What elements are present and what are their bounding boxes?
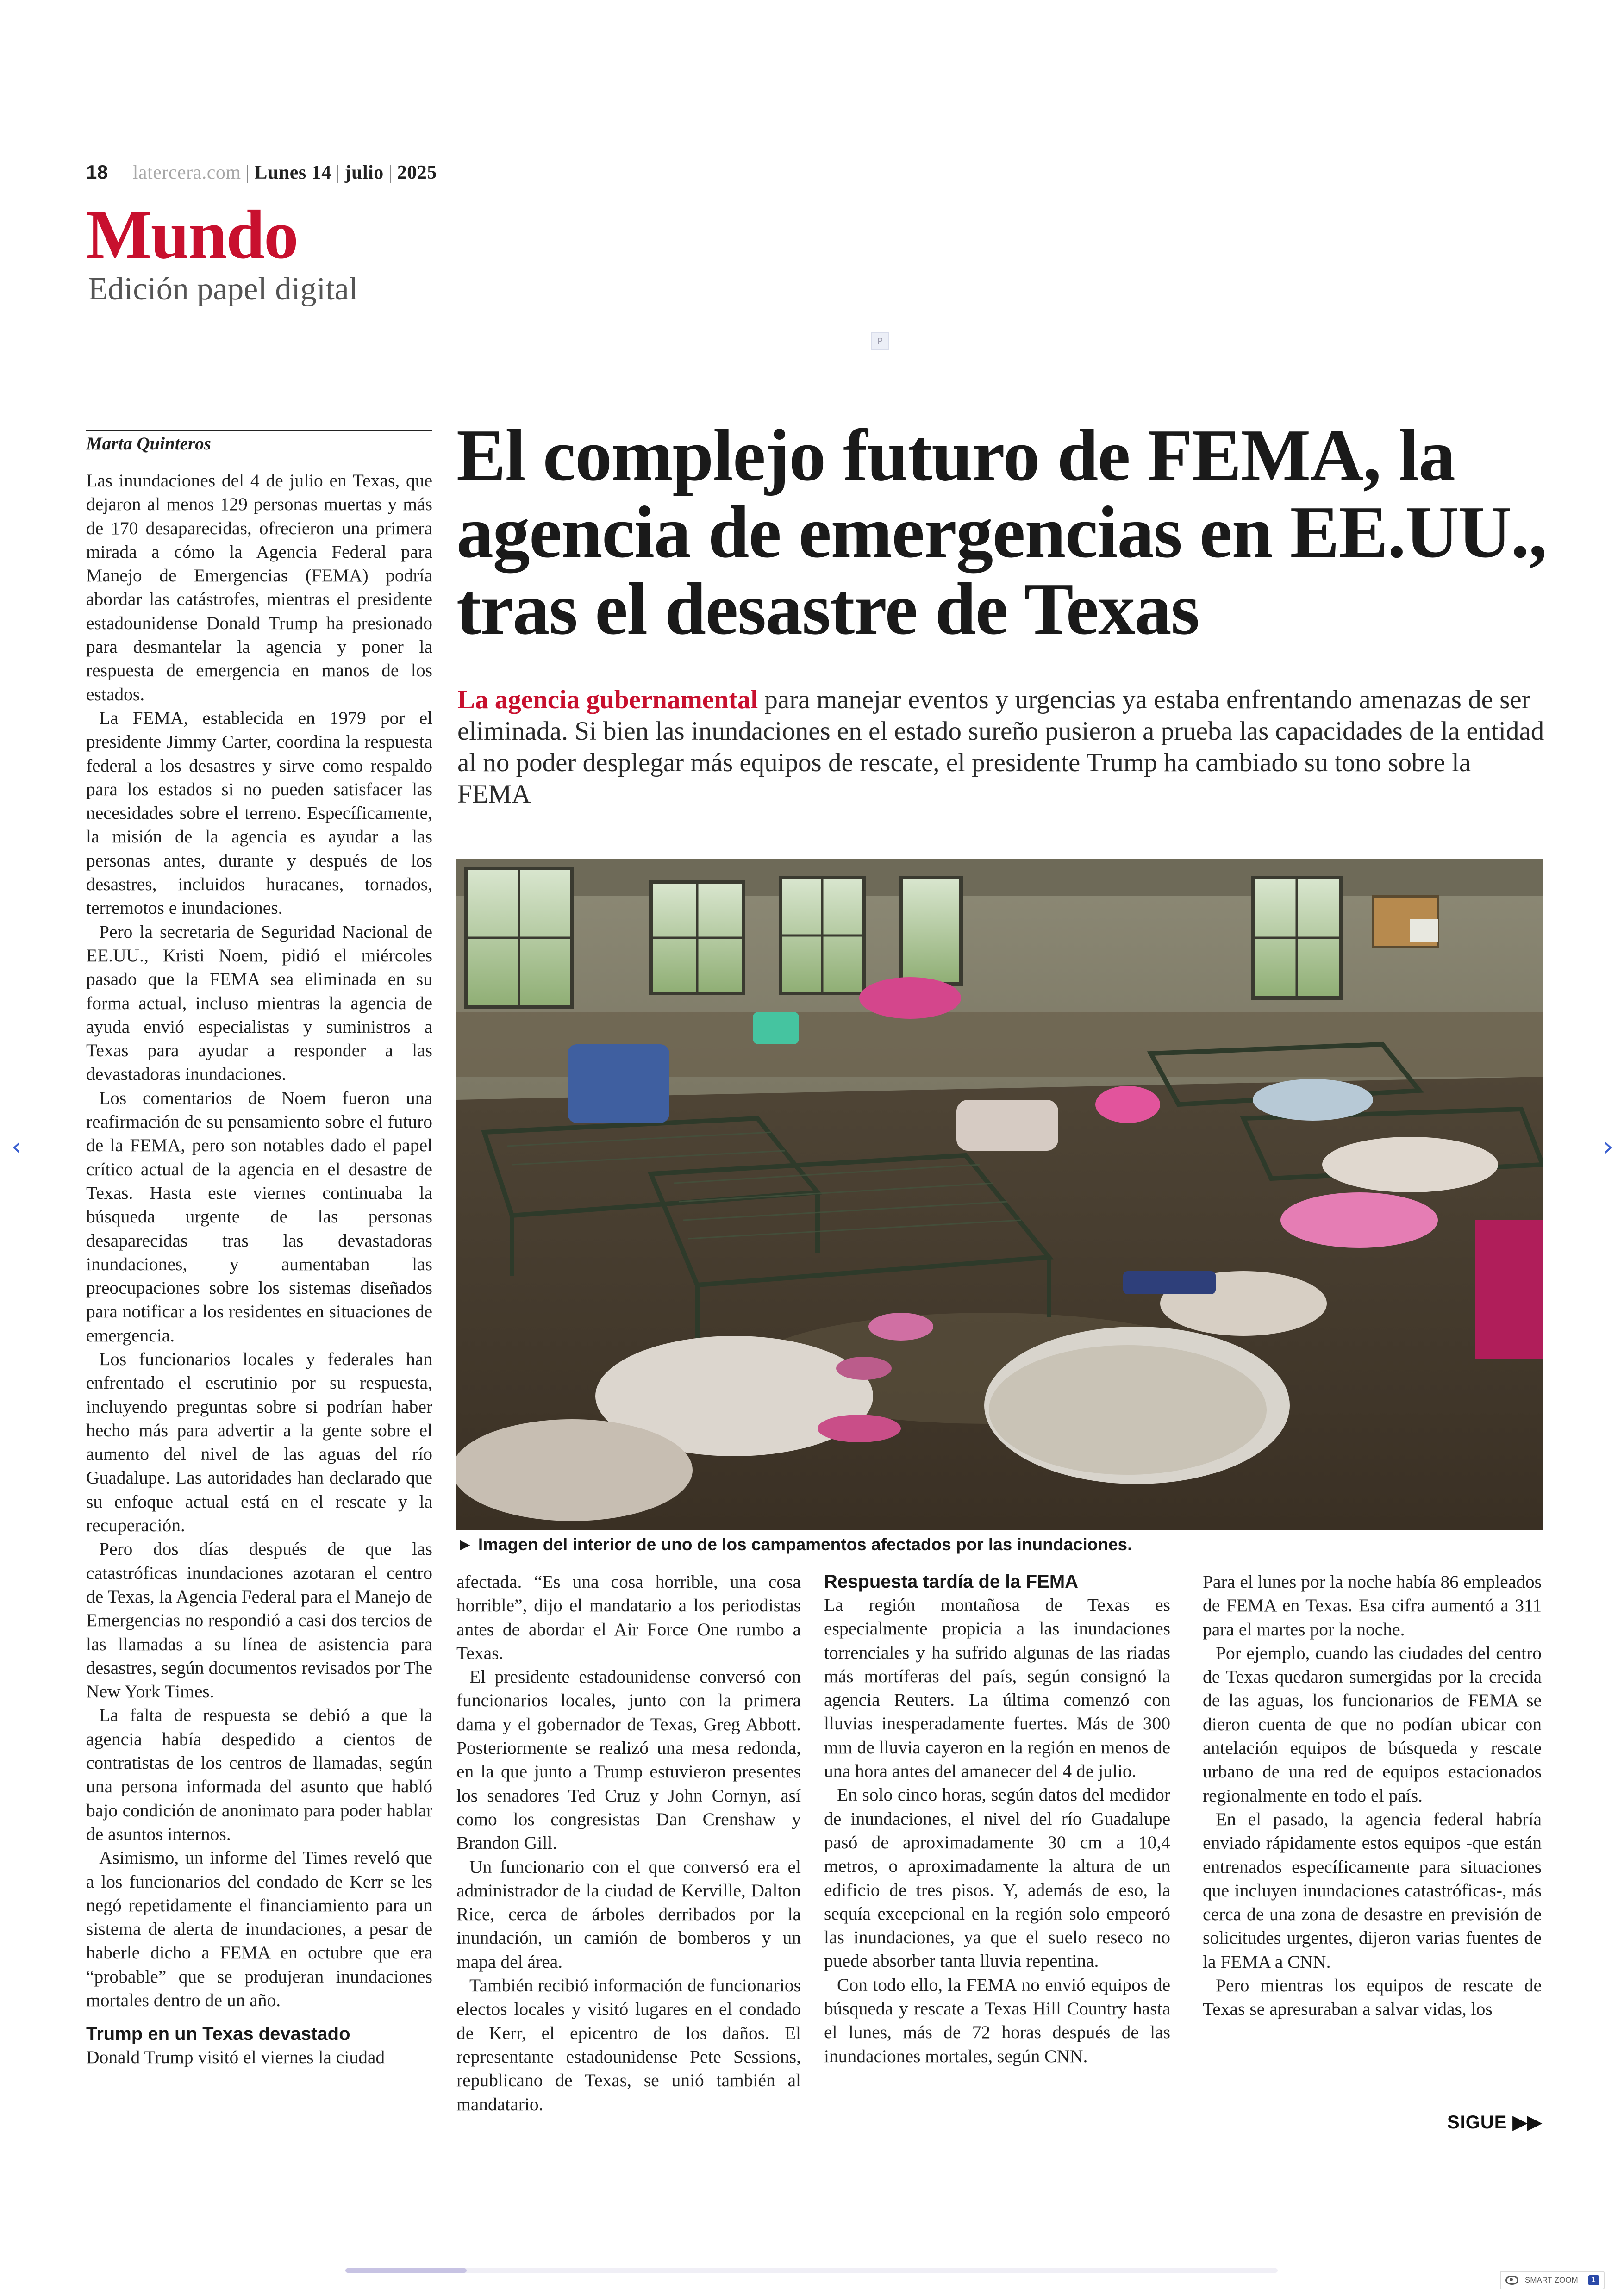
previous-page-icon[interactable]: ‹ [11, 1132, 22, 1162]
page-scrollbar[interactable] [345, 2268, 1278, 2273]
issue-day: Lunes 14 [254, 162, 331, 183]
subheading: Trump en un Texas devastado [86, 2024, 350, 2045]
issue-year: 2025 [397, 162, 437, 183]
paragraph: Un funcionario con el que conversó era el administrador de la ciudad de Kerville, Dalton Rice, cerca de árboles derribados por la inundación, un camión de bomberos y un mapa del área. [456, 1856, 801, 1972]
photo-caption: ► Imagen del interior de uno de los campamentos afectados por las inundaciones. [456, 1535, 1132, 1554]
paragraph: La región montañosa de Texas es especialmente propicia a las inundaciones torrenciales y ha sufrido algunas de las riadas más mortíferas del país, según consignó la agencia Reuters. La última comenzó con lluvias inesperadamente fuertes. Más de 300 mm de lluvia cayeron en la región en menos de una hora antes del amanecer del 4 de julio. [824, 1595, 1170, 1782]
headline: El complejo futuro de FEMA, la agencia de emergencias en EE.UU., tras el desastre de Texas [456, 414, 1547, 650]
next-page-icon[interactable]: › [1603, 1132, 1614, 1162]
paragraph: Los comentarios de Noem fueron una reafirmación de su pensamiento sobre el futuro de la FEMA, pero son notables dado el papel crítico actual de la agencia en el desastre de Texas. Hasta este viernes continuaba la búsqueda urgente de las personas desaparecidas tras las devastadoras inundaciones, y aumentaban las preocupaciones sobre los sistemas diseñados para notificar a los residentes en situaciones de emergencia. [86, 1087, 432, 1346]
paragraph: En el pasado, la agencia federal habría enviado rápidamente estos equipos -que están entrenados específicamente para situaciones que incluyen inundaciones catastróficas-, más cerca de una zona de desastre en previsión de solicitudes urgentes, dijeron varias fuentes de la FEMA a CNN. [1203, 1809, 1542, 1972]
article-photo [456, 859, 1543, 1530]
paragraph: Asimismo, un informe del Times reveló que a los funcionarios del condado de Kerr se les negó repetidamente el financiamiento para un sistema de alerta de inundaciones, a pesar de haberle dicho a FEMA en octubre que era “probable” que se produjeran inundaciones mortales dentro de un año. [86, 1847, 432, 2010]
article-column-3 [824, 1570, 1170, 2068]
continue-label: SIGUE ▶▶ [1447, 2112, 1543, 2133]
paragraph: afectada. “Es una cosa horrible, una cosa horrible”, dijo el mandatario a los periodistas antes de abordar el Air Force One rumbo a Texas. [456, 1572, 801, 1663]
eye-icon [1505, 2276, 1518, 2285]
deck-text: para manejar eventos y urgencias ya estaba enfrentando amenazas de ser eliminada. Si bien las inundaciones en el estado sureño pusieron a prueba las capacidades de la entidad al no poder desplegar más equipos de rescate, el presidente Trump ha cambiado su tono sobre la FEMA [457, 685, 1544, 809]
paragraph: Las inundaciones del 4 de julio en Texas, que dejaron al menos 129 personas muertas y más de 170 desaparecidas, ofrecieron una primera mirada a cómo la Agencia Federal para Manejo de Emergencias (FEMA) podría abordar las catástrofes, mientras el presidente estadounidense Donald Trump ha presionado para desmantelar la agencia y poner la respuesta de emergencia en manos de los estados. [86, 470, 432, 705]
paragraph: Pero la secretaria de Seguridad Nacional de EE.UU., Kristi Noem, pidió el miércoles pasado que la FEMA sea eliminada en su forma actual, incluso mientras la agencia de ayuda envió especialistas y suministros a Texas para ayudar a responder a las devastadoras inundaciones. [86, 921, 432, 1085]
byline-rule [86, 430, 432, 431]
page-number: 18 [86, 161, 108, 183]
article-column-1 [86, 469, 432, 2070]
byline: Marta Quinteros [86, 434, 211, 454]
article-column-2 [456, 1570, 801, 2116]
flooded-dormitory-image [456, 859, 1543, 1530]
paragraph: Por ejemplo, cuando las ciudades del centro de Texas quedaron sumergidas por la crecida de las aguas, los funcionarios de FEMA se dieron cuenta de que no podían ubicar con antelación equipos de búsqueda y rescate urbano de una red de equipos estacionados regionalmente en todo el país. [1203, 1642, 1542, 1806]
paragraph: También recibió información de funcionarios electos locales y visitó lugares en el condado de Kerr, el epicentro de los daños. El representante estadounidense Pete Sessions, republicano de Texas, se unió también al mandatario. [456, 1975, 801, 2114]
smart-zoom-badge: 1 [1588, 2275, 1599, 2285]
paragraph: La falta de respuesta se debió a que la agencia había despedido a cientos de contratistas de los centros de llamadas, según una persona informada del asunto que habló bajo condición de anonimato para poder hablar de asuntos internos. [86, 1705, 432, 1844]
edition-label: Edición papel digital [88, 271, 358, 307]
section-title: Mundo [86, 196, 298, 273]
page-folio: 18 latercera.com | Lunes 14 | julio | 2025 [86, 161, 437, 183]
deck-lead: La agencia gubernamental [457, 685, 758, 714]
scroll-thumb[interactable] [345, 2268, 467, 2273]
smart-zoom-label: SMART ZOOM [1525, 2276, 1578, 2284]
paragraph: Pero mientras los equipos de rescate de Texas se apresuraban a salvar vidas, los [1203, 1975, 1542, 2020]
page-anchor-icon[interactable]: P [871, 332, 889, 350]
paragraph: En solo cinco horas, según datos del medidor de inundaciones, el nivel del río Guadalupe pasó de aproximadamente 30 cm a 10,4 metros, o aproximadamente la altura de un edificio de tres pisos. Y, además de eso, la sequía excepcional en la región solo empeoró las inundaciones, ya que el suelo reseco no puede absorber tanta lluvia repentina. [824, 1784, 1170, 1971]
site-name: latercera.com [132, 162, 241, 183]
paragraph: Los funcionarios locales y federales han enfrentado el escrutinio por su respuesta, incluyendo preguntas sobre si podrían haber hecho más para advertir a la gente sobre el aumento del nivel de las aguas del río Guadalupe. Las autoridades han declarado que su enfoque actual está en el rescate y la recuperación. [86, 1348, 432, 1536]
subheading: Respuesta tardía de la FEMA [824, 1572, 1079, 1592]
paragraph: Para el lunes por la noche había 86 empleados de FEMA en Texas. Esa cifra aumentó a 311 para el martes por la noche. [1203, 1572, 1542, 1640]
article-column-4 [1203, 1570, 1542, 2021]
deck [457, 684, 1550, 810]
paragraph: Donald Trump visitó el viernes la ciudad [86, 2047, 385, 2068]
paragraph: Pero dos días después de que las catastróficas inundaciones azotaran el centro de Texas, la Agencia Federal para el Manejo de Emergencias no respondió a casi dos tercios de las llamadas a su línea de asistencia para desastres, según documentos revisados por The New York Times. [86, 1539, 432, 1702]
issue-month: julio [344, 162, 384, 183]
smart-zoom-button[interactable] [1500, 2271, 1605, 2289]
paragraph: El presidente estadounidense conversó con funcionarios locales, junto con la primera dama y el gobernador de Texas, Greg Abbott. Posteriormente se realizó una mesa redonda, en la que junto a Trump estuvieron presentes los senadores Ted Cruz y John Cornyn, así como los congresistas Dan Crenshaw y Brandon Gill. [456, 1666, 801, 1853]
paragraph: La FEMA, establecida en 1979 por el presidente Jimmy Carter, coordina la respuesta federal a los desastres y sirve como respaldo para los estados si no pueden satisfacer las necesidades sobre el terreno. Específicamente, la misión de la agencia es ayudar a las personas antes, durante y después de los desastres, incluidos huracanes, tornados, terremotos e inundaciones. [86, 707, 432, 918]
paragraph: Con todo ello, la FEMA no envió equipos de búsqueda y rescate a Texas Hill Country hasta el lunes, más de 72 horas después de las inundaciones mortales, según CNN. [824, 1974, 1170, 2066]
